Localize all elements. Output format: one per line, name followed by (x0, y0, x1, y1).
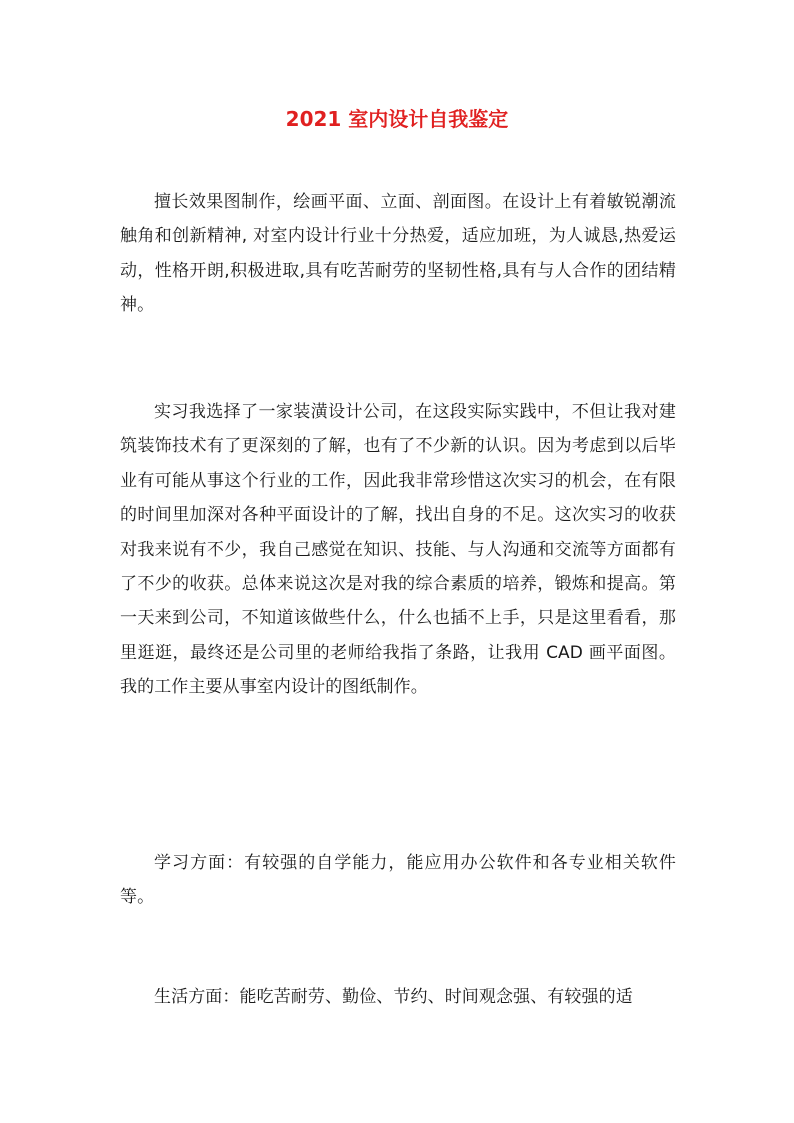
paragraph-skills: 擅长效果图制作，绘画平面、立面、剖面图。在设计上有着敏锐潮流触角和创新精神, 对室内设计行业十分热爱，适应加班，为人诚恳,热爱运动，性格开朗,积极进取,具有吃苦耐劳的坚韧性格,具有与人合作的团结精神。 (120, 192, 676, 316)
paragraph-life: 生活方面：能吃苦耐劳、勤俭、节约、时间观念强、有较强的适 (154, 987, 633, 1007)
paragraph-internship: 实习我选择了一家装潢设计公司，在这段实际实践中，不但让我对建筑装饰技术有了更深刻的了解，也有了不少新的认识。因为考虑到以后毕业有可能从事这个行业的工作，因此我非常珍惜这次实习的机会，在有限的时间里加深对各种平面设计的了解，找出自身的不足。这次实习的收获对我来说有不少，我自己感觉在知识、技能、与人沟通和交流等方面都有了不少的收获。总体来说这次是对我的综合素质的培养，锻炼和提高。第一天来到公司，不知道该做些什么，什么也插不上手，只是这里看看，那里逛逛，最终还是公司里的老师给我指了条路，让我用 CAD 画平面图。我的工作主要从事室内设计的图纸制作。 (120, 402, 676, 698)
document-title: 2021 室内设计自我鉴定 (285, 107, 509, 131)
paragraph-study: 学习方面：有较强的自学能力，能应用办公软件和各专业相关软件等。 (120, 853, 676, 908)
